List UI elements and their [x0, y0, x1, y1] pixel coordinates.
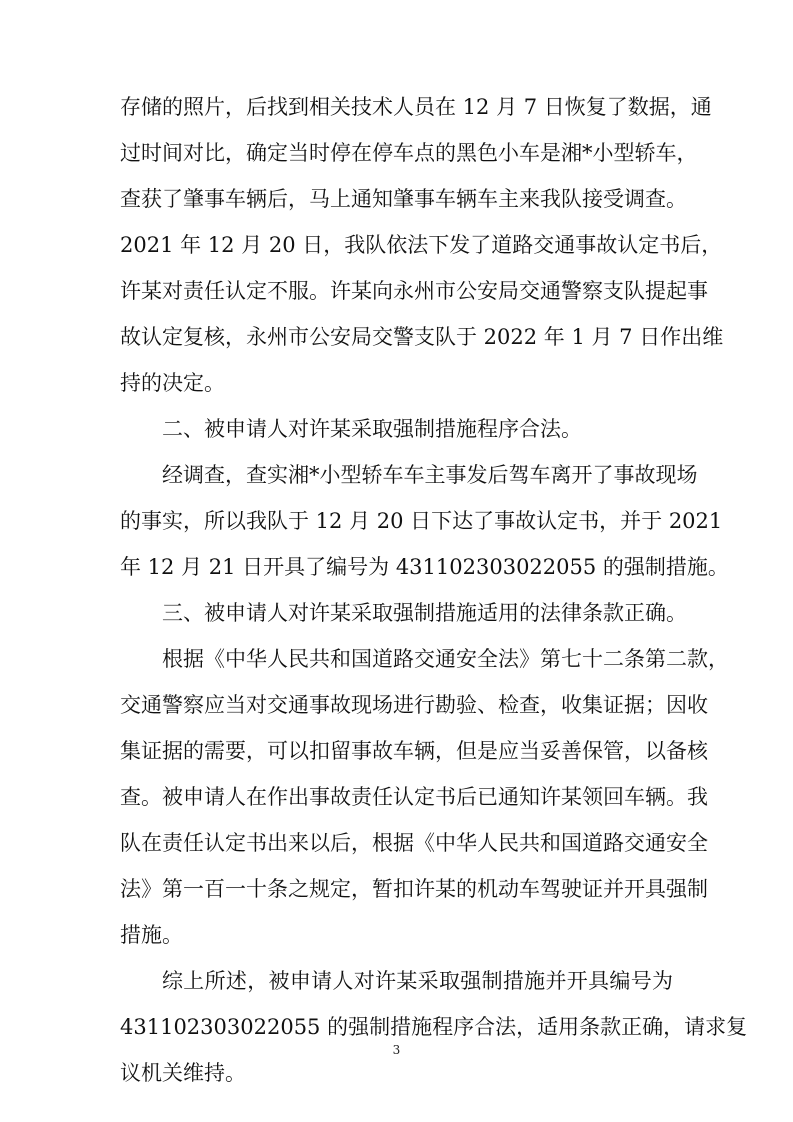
text-line: 措施。 [120, 923, 183, 947]
text-line: 经调查，查实湘*小型轿车车主事发后驾车离开了事故现场 [162, 463, 698, 487]
text-line: 综上所述，被申请人对许某采取强制措施并开具编号为 [162, 969, 673, 993]
section-heading: 二、被申请人对许某采取强制措施程序合法。 [162, 417, 582, 441]
text-line: 集证据的需要，可以扣留事故车辆，但是应当妥善保管，以备核 [120, 739, 708, 763]
text-line: 过时间对比，确定当时停在停车点的黑色小车是湘*小型轿车， [120, 141, 698, 165]
text-line: 许某对责任认定不服。许某向永州市公安局交通警察支队提起事 [120, 279, 708, 303]
text-line: 持的决定。 [120, 371, 225, 395]
text-line: 存储的照片，后找到相关技术人员在 12 月 7 日恢复了数据，通 [120, 95, 712, 119]
text-line: 431102303022055 的强制措施程序合法，适用条款正确，请求复 [120, 1015, 748, 1039]
text-line: 的事实，所以我队于 12 月 20 日下达了事故认定书，并于 2021 [120, 509, 723, 533]
text-line: 法》第一百一十条之规定，暂扣许某的机动车驾驶证并开具强制 [120, 877, 708, 901]
text-line: 队在责任认定书出来以后，根据《中华人民共和国道路交通安全 [120, 831, 708, 855]
text-line: 交通警察应当对交通事故现场进行勘验、检查，收集证据；因收 [120, 693, 708, 717]
text-line: 查。被申请人在作出事故责任认定书后已通知许某领回车辆。我 [120, 785, 708, 809]
text-line: 议机关维持。 [120, 1061, 246, 1085]
text-line: 年 12 月 21 日开具了编号为 431102303022055 的强制措施。 [120, 555, 729, 579]
page-number: 3 [392, 1043, 401, 1057]
section-heading: 三、被申请人对许某采取强制措施适用的法律条款正确。 [162, 601, 687, 625]
text-line: 查获了肇事车辆后，马上通知肇事车辆车主来我队接受调查。 [120, 187, 687, 211]
text-line: 根据《中华人民共和国道路交通安全法》第七十二条第二款， [162, 647, 729, 671]
text-line: 故认定复核，永州市公安局交警支队于 2022 年 1 月 7 日作出维 [120, 325, 724, 349]
text-line: 2021 年 12 月 20 日，我队依法下发了道路交通事故认定书后， [120, 233, 723, 257]
